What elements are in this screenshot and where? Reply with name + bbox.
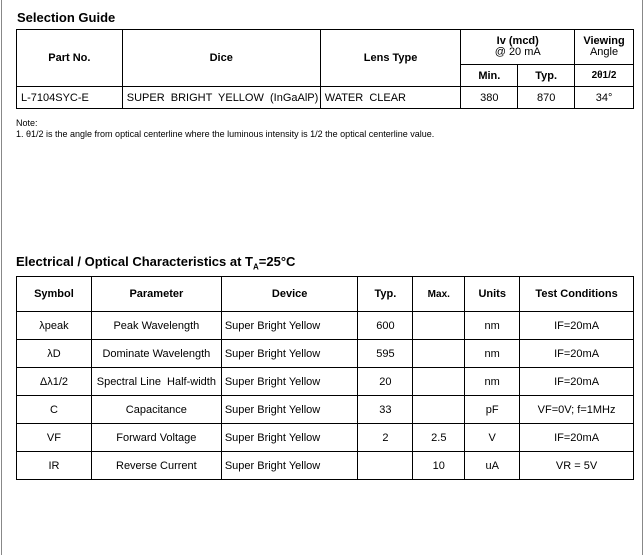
cell-parameter: Capacitance [91, 396, 221, 424]
cell-device: Super Bright Yellow [221, 312, 358, 340]
header-max: Max. [413, 277, 465, 312]
header-iv-line2: @ 20 mA [494, 46, 541, 58]
header-viewing-angle [575, 30, 634, 65]
cell-max [413, 312, 465, 340]
cell-units: nm [465, 312, 520, 340]
cell-parameter: Reverse Current [91, 452, 221, 480]
cell-angle: 34° [575, 87, 634, 109]
table-row [17, 424, 634, 452]
selection-guide-title: Selection Guide [17, 10, 116, 25]
cell-symbol: λD [17, 340, 92, 368]
cell-symbol: VF [17, 424, 92, 452]
header-theta: 2θ1/2 [575, 65, 634, 87]
cell-test: VF=0V; f=1MHz [520, 396, 634, 424]
header-iv-line1: Iv (mcd) [496, 35, 539, 47]
cell-device: Super Bright Yellow [221, 452, 358, 480]
table-row [17, 340, 634, 368]
cell-device: Super Bright Yellow [221, 396, 358, 424]
cell-max [413, 368, 465, 396]
table-row [17, 312, 634, 340]
cell-device: Super Bright Yellow [221, 424, 358, 452]
cell-typ: 2 [358, 424, 413, 452]
header-device: Device [221, 277, 358, 312]
cell-dice: SUPER BRIGHT YELLOW (InGaAlP) [122, 87, 320, 109]
cell-device: Super Bright Yellow [221, 340, 358, 368]
cell-units: V [465, 424, 520, 452]
cell-test: IF=20mA [520, 340, 634, 368]
cell-symbol: Δλ1/2 [17, 368, 92, 396]
cell-parameter: Dominate Wavelength [91, 340, 221, 368]
selection-guide-table [16, 29, 634, 109]
table-row [17, 396, 634, 424]
cell-typ: 600 [358, 312, 413, 340]
header-iv [461, 30, 575, 65]
cell-lens: WATER CLEAR [320, 87, 461, 109]
header-viewing-line2: Angle [589, 46, 619, 58]
cell-test: IF=20mA [520, 312, 634, 340]
table-row [17, 452, 634, 480]
electrical-optical-title [16, 254, 295, 272]
title-post: =25°C [258, 254, 296, 269]
table-row [17, 87, 634, 109]
cell-typ: 20 [358, 368, 413, 396]
header-test-conditions: Test Conditions [520, 277, 634, 312]
cell-typ: 595 [358, 340, 413, 368]
cell-symbol: λpeak [17, 312, 92, 340]
header-dice: Dice [122, 30, 320, 87]
cell-max [413, 340, 465, 368]
header-symbol: Symbol [17, 277, 92, 312]
cell-parameter: Peak Wavelength [91, 312, 221, 340]
cell-device: Super Bright Yellow [221, 368, 358, 396]
cell-test: VR = 5V [520, 452, 634, 480]
cell-max: 10 [413, 452, 465, 480]
cell-test: IF=20mA [520, 368, 634, 396]
cell-parameter: Spectral Line Half-width [91, 368, 221, 396]
cell-test: IF=20mA [520, 424, 634, 452]
cell-typ: 33 [358, 396, 413, 424]
cell-parameter: Forward Voltage [91, 424, 221, 452]
note-text: 1. θ1/2 is the angle from optical centerline where the luminous intensity is 1/2 the optical centerline value. [16, 129, 435, 139]
header-lens-type: Lens Type [320, 30, 461, 87]
cell-typ [358, 452, 413, 480]
cell-max [413, 396, 465, 424]
cell-units: uA [465, 452, 520, 480]
cell-symbol: IR [17, 452, 92, 480]
cell-units: pF [465, 396, 520, 424]
note-label: Note: [16, 118, 38, 128]
header-part-no: Part No. [17, 30, 123, 87]
header-min: Min. [461, 65, 518, 87]
page-border-left [1, 0, 2, 555]
table-row [17, 368, 634, 396]
cell-typ: 870 [518, 87, 575, 109]
header-parameter: Parameter [91, 277, 221, 312]
cell-max: 2.5 [413, 424, 465, 452]
title-pre: Electrical / Optical Characteristics at T [16, 254, 253, 269]
page-border-right [642, 0, 643, 555]
cell-min: 380 [461, 87, 518, 109]
header-typ: Typ. [358, 277, 413, 312]
title-sub: A [253, 262, 259, 272]
header-viewing-line1: Viewing [583, 35, 625, 47]
header-typ: Typ. [518, 65, 575, 87]
cell-units: nm [465, 340, 520, 368]
cell-units: nm [465, 368, 520, 396]
electrical-table [16, 276, 634, 480]
header-units: Units [465, 277, 520, 312]
cell-symbol: C [17, 396, 92, 424]
cell-part-no: L-7104SYC-E [17, 87, 123, 109]
